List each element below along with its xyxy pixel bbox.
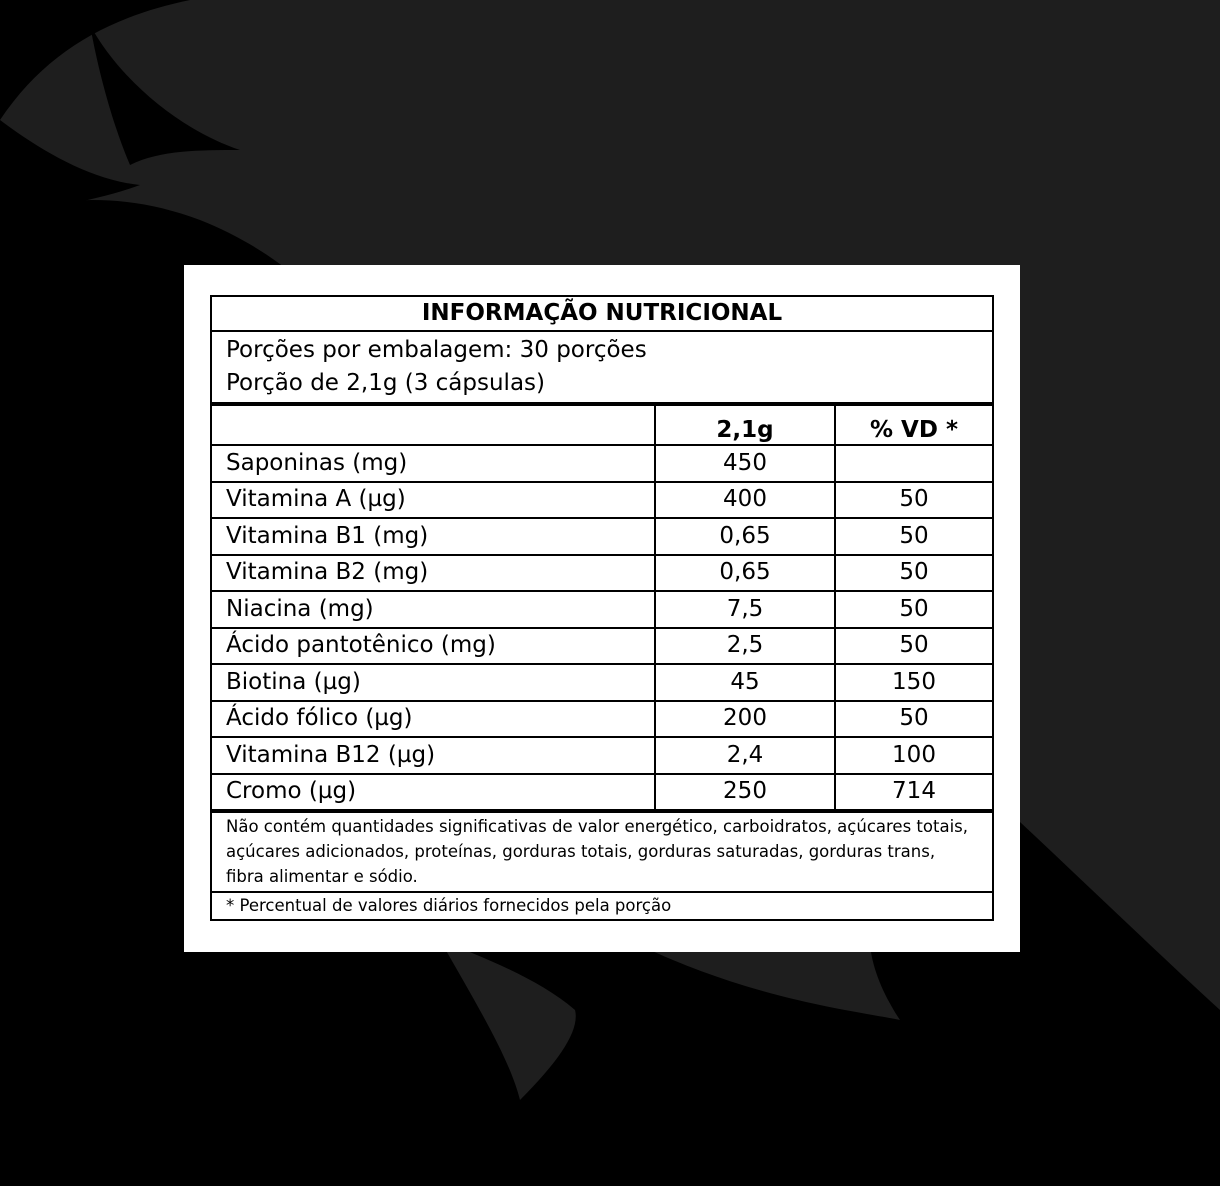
table-row: [211, 664, 993, 701]
table-row: [211, 518, 993, 555]
title-row: [211, 296, 993, 331]
nutrient-daily-value: 50: [835, 555, 993, 592]
nutrient-name: Ácido fólico (µg): [211, 701, 655, 738]
nutrient-daily-value: [835, 445, 993, 482]
nutrient-daily-value: 100: [835, 737, 993, 774]
table-row: [211, 482, 993, 519]
table-row: [211, 628, 993, 665]
daily-value-footnote: * Percentual de valores diários fornecidos pela porção: [211, 892, 993, 920]
nutrient-amount: 0,65: [655, 555, 835, 592]
nutrient-name: Saponinas (mg): [211, 445, 655, 482]
nutrition-label-card: [184, 265, 1020, 952]
nutrient-amount: 400: [655, 482, 835, 519]
nutrient-amount: 2,4: [655, 737, 835, 774]
nutrient-daily-value: 50: [835, 518, 993, 555]
nutrient-name: Niacina (mg): [211, 591, 655, 628]
nutrient-daily-value: 714: [835, 774, 993, 812]
nutrient-name: Vitamina A (µg): [211, 482, 655, 519]
nutrient-daily-value: 50: [835, 701, 993, 738]
table-row: [211, 445, 993, 482]
servings-per-package: Porções por embalagem: 30 porções: [226, 336, 647, 363]
nutrient-daily-value: 50: [835, 591, 993, 628]
nutrient-name: Vitamina B1 (mg): [211, 518, 655, 555]
table-row: [211, 555, 993, 592]
insignificant-amounts-note: Não contém quantidades significativas de valor energético, carboidratos, açúcares totais, açúcares adicionados, proteínas, gorduras totais, gorduras saturadas, gorduras trans, fibra alimentar e sódio.: [211, 811, 993, 892]
nutrition-facts-table: [210, 295, 994, 921]
nutrient-amount: 450: [655, 445, 835, 482]
footnote-row: [211, 892, 993, 920]
serving-size: Porção de 2,1g (3 cápsulas): [226, 370, 546, 396]
portion-row: [211, 331, 993, 404]
nutrient-name: Ácido pantotênico (mg): [211, 628, 655, 665]
portion-info: [211, 331, 993, 404]
nutrient-amount: 200: [655, 701, 835, 738]
nutrient-name: Vitamina B2 (mg): [211, 555, 655, 592]
column-header-row: [211, 404, 993, 445]
note-row: [211, 811, 993, 892]
nutrient-name: Biotina (µg): [211, 664, 655, 701]
nutrient-amount: 7,5: [655, 591, 835, 628]
nutrient-daily-value: 150: [835, 664, 993, 701]
nutrient-name: Cromo (µg): [211, 774, 655, 812]
nutrient-amount: 250: [655, 774, 835, 812]
nutrient-amount: 45: [655, 664, 835, 701]
table-row: [211, 737, 993, 774]
table-row: [211, 591, 993, 628]
table-row: [211, 701, 993, 738]
nutrient-daily-value: 50: [835, 482, 993, 519]
header-daily-value: % VD *: [835, 404, 993, 445]
header-nutrient: [211, 404, 655, 445]
header-amount: 2,1g: [655, 404, 835, 445]
nutrient-daily-value: 50: [835, 628, 993, 665]
nutrient-amount: 2,5: [655, 628, 835, 665]
table-title: INFORMAÇÃO NUTRICIONAL: [211, 296, 993, 331]
table-row: [211, 774, 993, 812]
nutrient-amount: 0,65: [655, 518, 835, 555]
nutrient-name: Vitamina B12 (µg): [211, 737, 655, 774]
